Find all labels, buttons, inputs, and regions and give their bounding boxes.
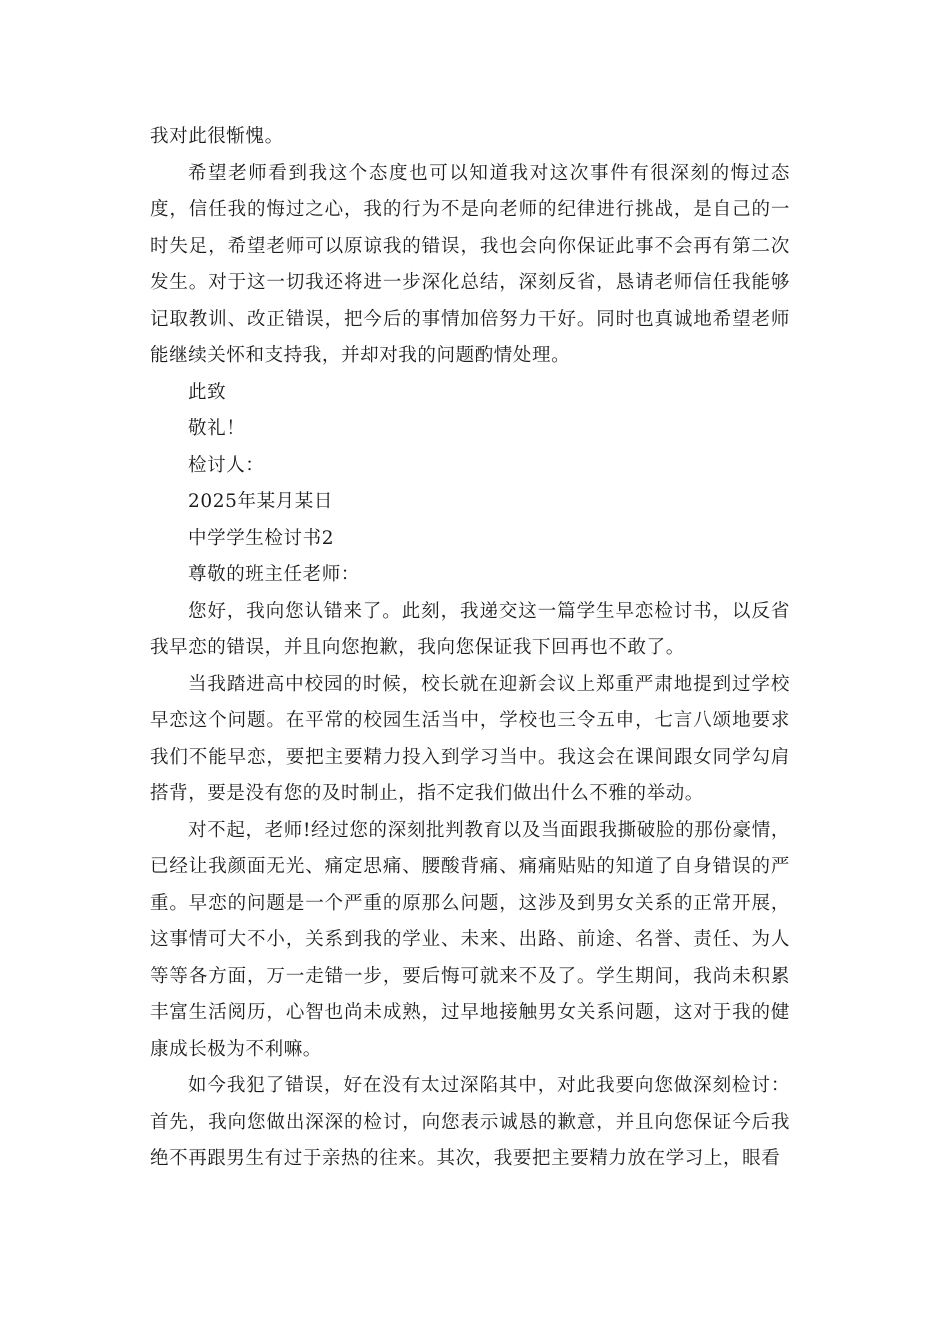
- paragraph-closing-shame: 我对此很惭愧。: [150, 126, 284, 147]
- salutation-jingli: 敬礼！: [188, 418, 246, 439]
- paragraph-reflection: 如今我犯了错误，好在没有太过深陷其中，对此我要向您做深刻检讨：首先，我向您做出深深的检讨，向您表示诚恳的歉意，并且向您保证今后我绝不再跟男生有过于亲热的往来。其次，我要把主要精力放在学习上，眼看: [150, 1075, 790, 1169]
- paragraph-hope-teacher: 希望老师看到我这个态度也可以知道我对这次事件有很深刻的悔过态度，信任我的悔过之心，我的行为不是向老师的纪律进行挑战，是自己的一时失足，希望老师可以原谅我的错误，我也会向你保证此事不会再有第二次发生。对于这一切我还将进一步深化总结，深刻反省，恳请老师信任我能够记取教训、改正错误，把今后的事情加倍努力干好。同时也真诚地希望老师能继续关怀和支持我，并却对我的问题酌情处理。: [150, 162, 790, 366]
- paragraph-background: 当我踏进高中校园的时候，校长就在迎新会议上郑重严肃地提到过学校早恋这个问题。在平常的校园生活当中，学校也三令五申，七言八颂地要求我们不能早恋，要把主要精力投入到学习当中。我这会在课间跟女同学勾肩搭背，要是没有您的及时制止，指不定我们做出什么不雅的举动。: [150, 673, 790, 804]
- greeting-line: 尊敬的班主任老师：: [188, 564, 360, 585]
- date-line: 2025年某月某日: [188, 491, 333, 512]
- section-title: 中学学生检讨书2: [188, 527, 335, 549]
- paragraph-intro: 您好，我向您认错来了。此刻，我递交这一篇学生早恋检讨书，以反省我早恋的错误，并且向您抱歉，我向您保证我下回再也不敢了。: [150, 600, 790, 658]
- document-body: [150, 119, 790, 1178]
- paragraph-apology: 对不起，老师!经过您的深刻批判教育以及当面跟我撕破脸的那份豪情，已经让我颜面无光、痛定思痛、腰酸背痛、痛痛贴贴的知道了自身错误的严重。早恋的问题是一个严重的原那么问题，这涉及到男女关系的正常开展，这事情可大不小，关系到我的学业、未来、出路、前途、名誉、责任、为人等等各方面，万一走错一步，要后悔可就来不及了。学生期间，我尚未积累丰富生活阅历，心智也尚未成熟，过早地接触男女关系问题，这对于我的健康成长极为不利嘛。: [150, 819, 790, 1060]
- salutation-cizhi: 此致: [188, 381, 227, 403]
- signature-label: 检讨人：: [188, 454, 265, 476]
